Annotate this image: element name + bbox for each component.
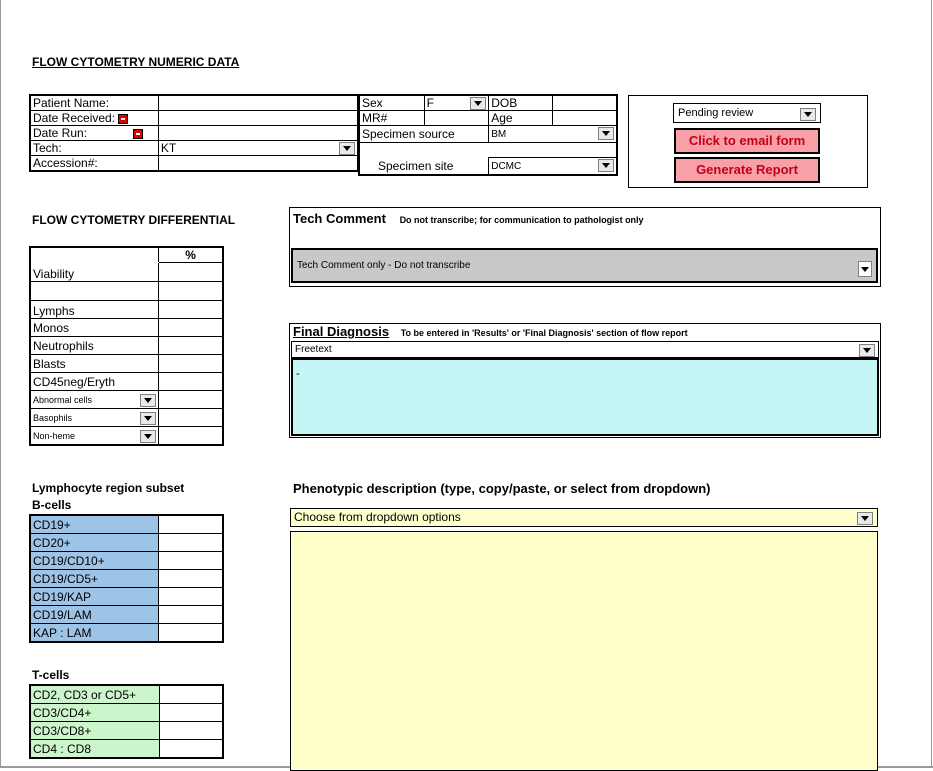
tech-comment-value: Tech Comment only - Do not transcribe [297,260,471,271]
specimen-source-select[interactable] [489,126,617,143]
non-heme-dropdown-icon[interactable] [140,430,156,443]
cd19-cd5-label: CD19/CD5+ [30,570,159,588]
tech-comment-title: Tech Comment [293,211,386,226]
patient-name-label: Patient Name: [30,95,158,111]
cd3-cd8-label: CD3/CD8+ [30,722,159,740]
final-diagnosis-select[interactable] [291,341,879,358]
cd19-lam-label: CD19/LAM [30,606,159,624]
bcells-table [29,514,224,643]
accession-input[interactable] [158,156,358,172]
monos-label: Monos [30,319,159,337]
tech-label: Tech: [30,141,158,156]
generate-report-button[interactable]: Generate Report [674,157,820,183]
lymphs-input[interactable] [159,301,223,319]
viability-input[interactable] [159,263,223,282]
abnormal-cells-dropdown-icon[interactable] [140,394,156,407]
mr-label: MR# [359,111,424,126]
tech-value: KT [160,141,177,155]
phenotypic-select[interactable] [290,508,878,527]
lymphocyte-heading: Lymphocyte region subset [32,481,185,495]
dob-label: DOB [489,95,553,111]
date-run-input[interactable] [158,126,358,141]
sex-dropdown-icon[interactable] [470,97,486,110]
differential-header-blank [30,247,159,263]
dob-input[interactable] [553,95,617,111]
tcells-table [29,684,224,759]
date-received-label: Date Received: [33,111,116,125]
differential-table [29,246,224,446]
cd19-kap-label: CD19/KAP [30,588,159,606]
blank-row [359,143,617,158]
differential-blank-row [30,282,159,301]
blasts-label: Blasts [30,355,159,373]
age-input[interactable] [553,111,617,126]
cd19-cd10-label: CD19/CD10+ [30,552,159,570]
neutrophils-input[interactable] [159,337,223,355]
final-diagnosis-note: To be entered in 'Results' or 'Final Diagnosis' section of flow report [400,328,688,338]
cd20-input[interactable] [159,534,223,552]
bcells-heading: B-cells [32,498,72,512]
date-received-input[interactable] [158,111,358,126]
cd19-input[interactable] [159,515,223,534]
non-heme-input[interactable] [159,427,223,446]
tcells-heading: T-cells [32,668,70,682]
status-select[interactable] [673,103,821,123]
viability-label: Viability [30,263,159,282]
cd20-label: CD20+ [30,534,159,552]
basophils-select[interactable] [30,409,159,427]
specimen-info-table [358,94,618,176]
cd2-cd3-cd5-input[interactable] [159,685,223,704]
sex-select[interactable] [424,95,489,111]
basophils-dropdown-icon[interactable] [140,412,156,425]
monos-input[interactable] [159,319,223,337]
cd19-kap-input[interactable] [159,588,223,606]
specimen-site-label: Specimen site [359,158,489,176]
date-run-calendar-icon[interactable] [133,129,143,139]
differential-blank-input[interactable] [159,282,223,301]
tech-comment-dropdown-icon[interactable] [858,261,872,277]
kap-lam-label: KAP : LAM [30,624,159,643]
final-diagnosis-text[interactable] [291,358,879,436]
abnormal-cells-select[interactable] [30,391,159,409]
date-run-label: Date Run: [33,126,88,140]
final-diagnosis-dropdown-icon[interactable] [859,344,875,357]
neutrophils-label: Neutrophils [30,337,159,355]
tech-comment-select[interactable] [291,248,878,283]
cd3-cd4-label: CD3/CD4+ [30,704,159,722]
cd19-label: CD19+ [30,515,159,534]
basophils-label: Basophils [33,413,73,423]
cd19-cd5-input[interactable] [159,570,223,588]
non-heme-select[interactable] [30,427,159,446]
cd19-lam-input[interactable] [159,606,223,624]
cd3-cd8-input[interactable] [159,722,223,740]
mr-input[interactable] [424,111,489,126]
cd4-cd8-label: CD4 : CD8 [30,740,159,759]
status-value: Pending review [678,107,754,119]
email-form-button[interactable]: Click to email form [674,128,820,154]
age-label: Age [489,111,553,126]
cd19-cd10-input[interactable] [159,552,223,570]
final-diagnosis-title: Final Diagnosis [293,324,390,339]
cd2-cd3-cd5-label: CD2, CD3 or CD5+ [30,685,159,704]
status-dropdown-icon[interactable] [800,108,816,121]
specimen-site-select[interactable] [489,158,617,176]
basophils-input[interactable] [159,409,223,427]
tech-dropdown-icon[interactable] [339,142,355,155]
cd4-cd8-input[interactable] [159,740,223,759]
specimen-source-label: Specimen source [359,126,489,143]
final-diagnosis-text-value: - [296,368,300,380]
accession-label: Accession#: [30,156,158,172]
sex-value: F [426,96,434,110]
kap-lam-input[interactable] [159,624,223,643]
specimen-source-value: BM [491,129,507,140]
phenotypic-select-value: Choose from dropdown options [294,510,461,524]
specimen-site-value: DCMC [491,161,522,172]
frame-right-border [931,0,932,768]
phenotypic-text[interactable] [290,531,878,771]
blasts-input[interactable] [159,355,223,373]
specimen-source-dropdown-icon[interactable] [598,127,614,140]
cd45neg-input[interactable] [159,373,223,391]
differential-heading: FLOW CYTOMETRY DIFFERENTIAL [32,213,236,227]
tech-comment-heading [293,211,644,226]
date-run-row [30,126,158,141]
phenotypic-heading: Phenotypic description (type, copy/paste, or select from dropdown) [293,481,711,496]
percent-header: % [159,247,223,263]
tech-comment-note: Do not transcribe; for communication to pathologist only [399,215,644,225]
non-heme-label: Non-heme [33,431,76,441]
specimen-site-dropdown-icon[interactable] [598,159,614,172]
date-received-calendar-icon[interactable] [118,114,128,124]
page-title: FLOW CYTOMETRY NUMERIC DATA [32,55,240,69]
sex-label: Sex [359,95,424,111]
patient-name-input[interactable] [158,95,358,111]
abnormal-cells-input[interactable] [159,391,223,409]
frame-left-border [0,0,1,768]
tech-select[interactable] [158,141,358,156]
cd45neg-label: CD45neg/Eryth [30,373,159,391]
final-diagnosis-select-value: Freetext [295,344,332,355]
patient-info-table [29,94,359,172]
phenotypic-dropdown-icon[interactable] [857,512,873,525]
cd3-cd4-input[interactable] [159,704,223,722]
abnormal-cells-label: Abnormal cells [33,395,93,405]
final-diagnosis-heading [293,324,688,339]
date-received-row [30,111,158,126]
lymphs-label: Lymphs [30,301,159,319]
